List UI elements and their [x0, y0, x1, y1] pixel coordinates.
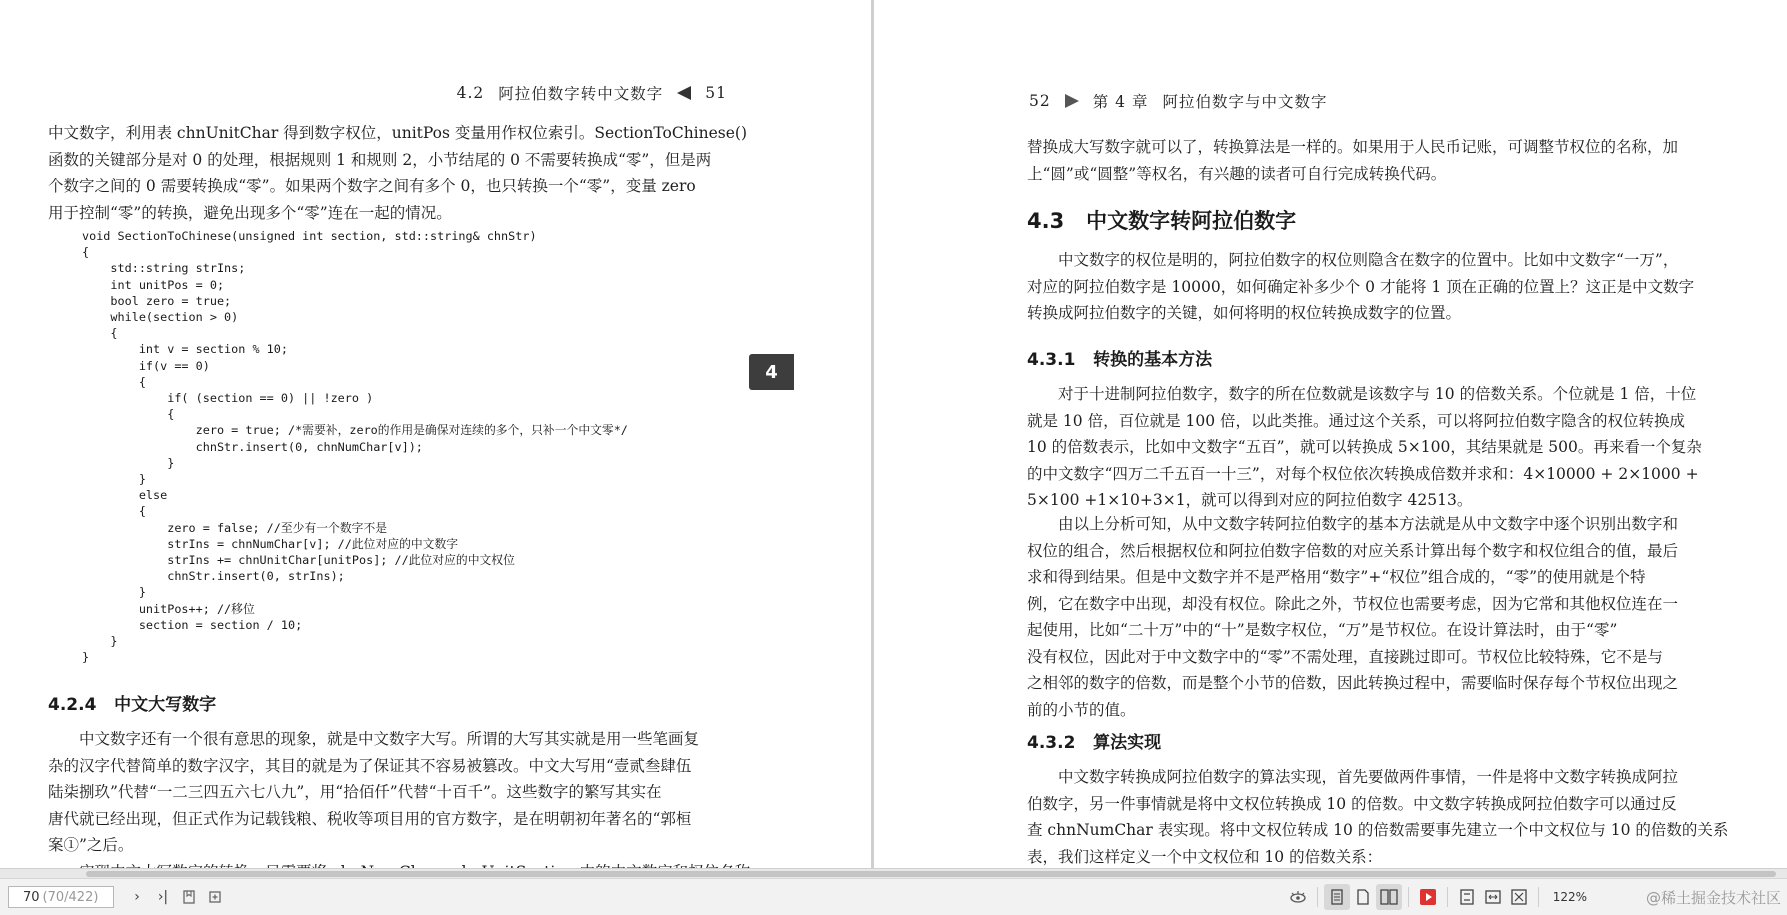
triangle-right-icon	[1065, 94, 1079, 108]
heading-title: 中文数字转阿拉伯数字	[1086, 209, 1297, 233]
heading-number: 4.3.2	[1027, 733, 1076, 753]
intro-paragraph	[1027, 134, 1747, 187]
single-page-icon[interactable]	[1324, 884, 1350, 910]
text-line: 杂的汉字代替简单的数字汉字，其目的就是为了保证其不容易被篡改。中文大写用“壹贰叁肆伍	[48, 756, 692, 775]
text-line: 起使用，比如“二十万”中的“十”是数字权位，“万”是节权位。在设计算法时，由于“零”	[1027, 621, 1618, 639]
body-paragraph	[48, 726, 763, 885]
text-line: 个数字之间的 0 需要转换成“零”。如果两个数字之间有多个 0，也只转换一个“零”，变量 zero	[48, 177, 696, 195]
right-page	[874, 0, 1787, 868]
zoom-level[interactable]: 122%	[1552, 890, 1587, 904]
continuous-page-icon[interactable]	[1350, 884, 1376, 910]
code-line: if( (section == 0) || !zero )	[82, 391, 374, 406]
code-line: {	[82, 407, 175, 422]
running-head-section: 4.2	[456, 84, 485, 102]
code-line: {	[82, 245, 90, 260]
code-line: unitPos++; //移位	[82, 601, 255, 616]
text-line: 中文数字的权位是明的，阿拉伯数字的权位则隐含在数字的位置中。比如中文数字“一万”，	[1058, 251, 1679, 269]
section-heading-4-3-2	[1027, 728, 1161, 753]
code-line: }	[82, 455, 175, 470]
text-line: 转换成阿拉伯数字的关键，如何将明的权位转换成数字的位置。	[1027, 304, 1462, 322]
text-line: 由以上分析可知，从中文数字转阿拉伯数字的基本方法就是从中文数字中逐个识别出数字和	[1058, 515, 1679, 533]
text-line: 函数的关键部分是对 0 的处理，根据规则 1 和规则 2，小节结尾的 0 不需要转换成“零”，但是两	[48, 150, 712, 169]
algorithm-paragraph	[1027, 764, 1747, 870]
eye-protect-icon[interactable]	[1285, 884, 1311, 910]
code-line: int v = section % 10;	[82, 342, 288, 357]
separator	[1408, 887, 1409, 907]
code-line: else	[82, 488, 168, 503]
left-page	[0, 0, 872, 868]
text-line: 案①”之后。	[48, 836, 134, 854]
running-head-title: 阿拉伯数字与中文数字	[1162, 93, 1328, 111]
section-heading-4-2-4	[48, 690, 216, 715]
code-line: zero = false; //至少有一个数字不是	[82, 520, 388, 535]
text-line: 唐代就已经出现，但正式作为记载钱粮、税收等项目用的官方数字，是在明朝初年著名的“郭桓	[48, 809, 692, 828]
heading-number: 4.3	[1027, 209, 1065, 233]
text-line: 表，我们这样定义一个中文权位和 10 的倍数关系：	[1027, 847, 1383, 866]
code-line: }	[82, 585, 146, 600]
text-line: 例，它在数字中出现，却没有权位。除此之外，节权位也需要考虑，因为它常和其他权位连在一	[1027, 594, 1679, 613]
code-line: {	[82, 374, 146, 389]
scrollbar-thumb[interactable]	[86, 871, 1776, 877]
add-icon[interactable]	[202, 884, 228, 910]
page-number-input[interactable]	[8, 886, 114, 908]
code-line: }	[82, 472, 146, 487]
fit-page-icon[interactable]	[1454, 884, 1480, 910]
text-line: 查 chnNumChar 表实现。将中文权位转成 10 的倍数需要事先建立一个中文权位与 10 的倍数的关系	[1027, 821, 1729, 839]
running-head-title: 阿拉伯数字转中文数字	[498, 85, 664, 103]
text-line: 对应的阿拉伯数字是 10000，如何确定补多少个 0 才能将 1 顶在正确的位置上？这正是中文数字	[1027, 277, 1695, 296]
running-head-chapter: 第 4 章	[1092, 93, 1149, 111]
code-line: strIns += chnUnitChar[unitPos]; //此位对应的中文权位	[82, 553, 515, 568]
heading-title: 转换的基本方法	[1093, 350, 1213, 370]
page-total: (70/422)	[42, 889, 99, 905]
text-line: 就是 10 倍，百位就是 100 倍，以此类推。通过这个关系，可以将阿拉伯数字隐含的权位转换成	[1027, 411, 1686, 430]
heading-number: 4.2.4	[48, 695, 97, 715]
text-line: 之相邻的数字的倍数，而是整个小节的倍数，因此转换过程中，需要临时保存每个节权位出现之	[1027, 674, 1679, 692]
text-line: 伯数字，另一件事情就是将中文权位转换成 10 的倍数。中文数字转换成阿拉伯数字可以通过反	[1027, 794, 1677, 813]
heading-title: 中文大写数字	[114, 695, 217, 715]
text-line: 用于控制“零”的转换，避免出现多个“零”连在一起的情况。	[48, 203, 452, 222]
text-line: 替换成大写数字就可以了，转换算法是一样的。如果用于人民币记账，可调整节权位的名称，加	[1027, 138, 1679, 156]
code-line: }	[82, 650, 90, 665]
bookmark-icon[interactable]	[176, 884, 202, 910]
code-line: }	[82, 634, 118, 649]
text-line: 中文数字，利用表 chnUnitChar 得到数字权位，unitPos 变量用作权位索引。SectionToChinese()	[48, 124, 748, 142]
code-line: {	[82, 504, 146, 519]
code-line: section = section / 10;	[82, 617, 303, 632]
section-heading-4-3	[1027, 205, 1296, 235]
section-paragraph	[1027, 247, 1747, 327]
last-page-icon[interactable]: ›|	[157, 889, 169, 905]
separator	[1538, 887, 1539, 907]
separator	[1317, 887, 1318, 907]
text-line: 没有权位，因此对于中文数字中的“零”不需处理，直接跳过即可。节权位比较特殊，它不是与	[1027, 647, 1663, 666]
heading-title: 算法实现	[1093, 733, 1162, 753]
next-page-icon[interactable]: ›	[134, 889, 140, 905]
current-page: 70	[23, 889, 40, 905]
method-paragraph-2	[1027, 511, 1747, 723]
triangle-left-icon	[677, 86, 691, 100]
code-line: if(v == 0)	[82, 358, 210, 373]
page-number: 51	[705, 84, 727, 102]
text-line: 的中文数字“四万二千五百一十三”，对每个权位依次转换成倍数并求和：4×10000 + 2×1000 +	[1027, 464, 1699, 483]
text-line: 求和得到结果。但是中文数字并不是严格用“数字”+“权位”组合成的，“零”的使用就是个特	[1027, 568, 1646, 586]
section-heading-4-3-1	[1027, 345, 1212, 370]
code-line: chnStr.insert(0, strIns);	[82, 569, 345, 584]
text-line: 5×100 +1×10+3×1，就可以得到对应的阿拉伯数字 42513。	[1027, 491, 1473, 509]
code-line: std::string strIns;	[82, 261, 246, 276]
fullscreen-icon[interactable]	[1506, 884, 1532, 910]
code-line: int unitPos = 0;	[82, 277, 225, 292]
right-running-head	[1029, 90, 1327, 112]
text-line: 中文数字转换成阿拉伯数字的算法实现，首先要做两件事情，一件是将中文数字转换成阿拉	[1058, 768, 1679, 786]
chapter-tab-marker: 4	[749, 354, 794, 390]
code-line: void SectionToChinese(unsigned int section, std::string& chnStr)	[82, 229, 537, 243]
code-line: strIns = chnNumChar[v]; //此位对应的中文数字	[82, 536, 459, 551]
text-line: 对于十进制阿拉伯数字，数字的所在位数就是该数字与 10 的倍数关系。个位就是 1 倍，十位	[1058, 385, 1697, 403]
text-line: 上“圆”或“圆整”等权名，有兴趣的读者可自行完成转换代码。	[1027, 164, 1447, 183]
code-line: {	[82, 326, 118, 341]
heading-number: 4.3.1	[1027, 350, 1076, 370]
method-paragraph-1	[1027, 381, 1747, 514]
code-line: while(section > 0)	[82, 310, 239, 325]
code-line: chnStr.insert(0, chnNumChar[v]);	[82, 439, 423, 454]
text-line: 前的小节的值。	[1027, 700, 1136, 719]
code-line: zero = true; /*需要补，zero的作用是确保对连续的多个，只补一个中文零*/	[82, 423, 628, 438]
text-line: 10 的倍数表示，比如中文数字“五百”，就可以转换成 5×100，其结果就是 500。再来看一个复杂	[1027, 438, 1702, 456]
text-line: 中文数字还有一个很有意思的现象，就是中文数字大写。所谓的大写其实就是用一些笔画复	[79, 730, 700, 748]
dual-page-icon[interactable]	[1376, 884, 1402, 910]
text-line: 陆柒捌玖”代替“一二三四五六七八九”，用“拾佰仟”代替“十百千”。这些数字的繁写其实在	[48, 783, 662, 801]
intro-paragraph	[48, 120, 763, 226]
watermark: @稀土掘金技术社区	[1645, 889, 1781, 907]
page-number: 52	[1029, 92, 1051, 110]
fit-width-icon[interactable]	[1480, 884, 1506, 910]
code-line: bool zero = true;	[82, 293, 232, 308]
text-line: 权位的组合，然后根据权位和阿拉伯数字倍数的对应关系计算出每个数字和权位组合的值，最后	[1027, 541, 1679, 560]
code-block	[82, 228, 628, 665]
status-bar	[0, 878, 1787, 915]
separator	[1447, 887, 1448, 907]
left-running-head	[457, 82, 727, 104]
play-icon[interactable]	[1415, 884, 1441, 910]
